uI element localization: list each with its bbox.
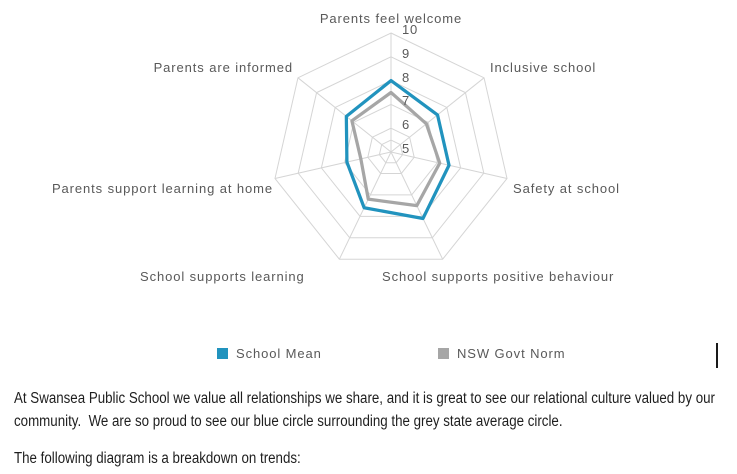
value-axis-tick: 10	[402, 22, 419, 37]
axis-spoke	[339, 152, 391, 259]
value-axis-tick: 7	[402, 93, 411, 109]
value-axis-tick: 5	[402, 141, 411, 156]
axis-label-parents-are-informed: Parents are informed	[153, 60, 293, 75]
axis-label-parents-support-learning-at-home: Parents support learning at home	[51, 181, 273, 196]
text-cursor	[716, 343, 718, 368]
paragraph-school-values[interactable]: At Swansea Public School we value all relationships we share, and it is great to see our relational culture valued by our community. We are so proud to see our blue circle surrounding the grey state average circle.	[14, 390, 719, 430]
school-mean-swatch-icon	[217, 348, 228, 359]
series-nsw-govt-norm	[352, 93, 440, 206]
axis-label-safety-at-school: Safety at school	[513, 181, 620, 196]
legend-label-nsw-govt-norm: NSW Govt Norm	[457, 346, 566, 361]
axis-label-school-supports-positive-behaviour: School supports positive behaviour	[382, 269, 615, 284]
legend-label-school-mean: School Mean	[236, 346, 322, 361]
nsw-govt-norm-swatch-icon	[438, 348, 449, 359]
document-text[interactable]	[14, 387, 737, 470]
legend-item-school-mean	[217, 346, 322, 361]
value-axis-tick: 9	[402, 45, 411, 61]
axis-label-school-supports-learning: School supports learning	[140, 269, 305, 284]
axis-label-inclusive-school: Inclusive school	[490, 60, 597, 75]
paragraph-trends-intro[interactable]: The following diagram is a breakdown on trends:	[14, 450, 301, 467]
legend-item-nsw-govt-norm	[438, 346, 565, 361]
value-axis-tick: 8	[402, 69, 411, 85]
axis-label-parents-feel-welcome: Parents feel welcome	[319, 11, 463, 26]
value-axis-tick: 6	[402, 117, 411, 133]
